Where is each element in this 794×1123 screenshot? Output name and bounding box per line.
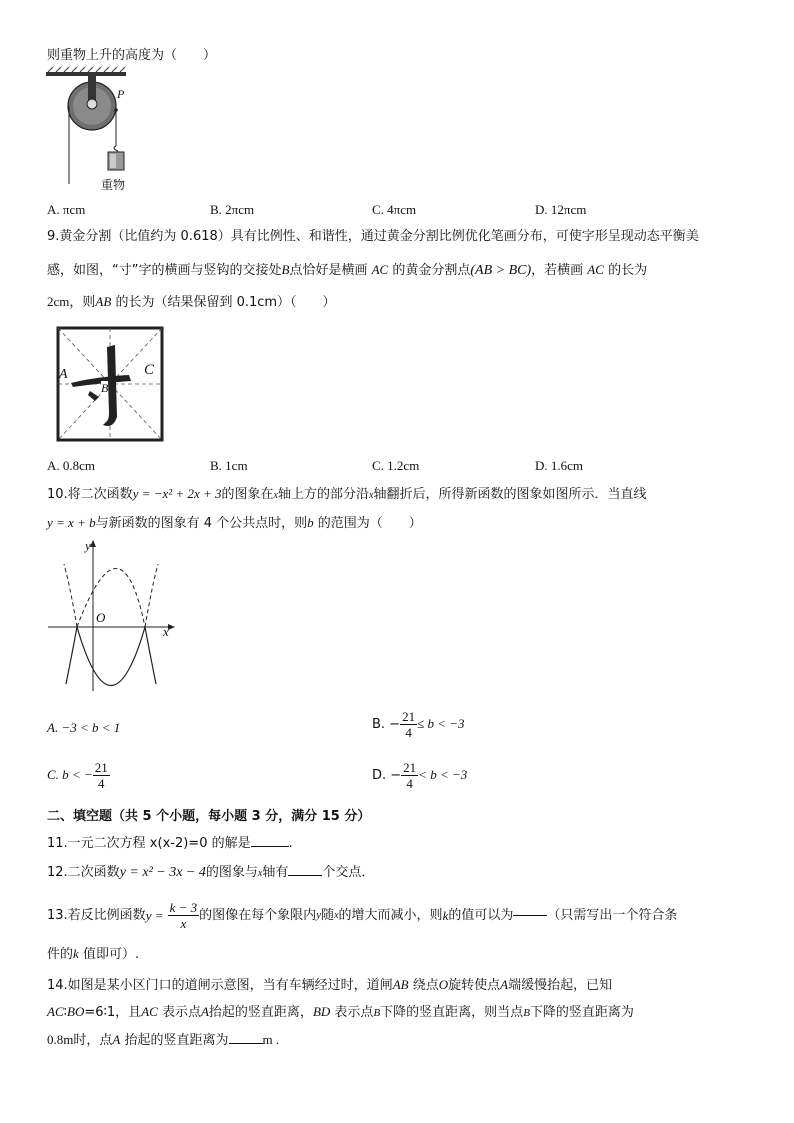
q8-option-b[interactable]: B. 2πcm — [210, 202, 255, 217]
q9-stem-line3: 2cm，则AB 的长为（结果保留到 0.1cm）（ ） — [47, 294, 336, 310]
q10-option-c[interactable]: C. b < − $\frac{21}{4}$ — [47, 760, 108, 791]
label-a: A — [59, 367, 68, 382]
label-b: B — [101, 381, 109, 395]
q12-answer-blank[interactable] — [288, 875, 322, 876]
label-weight: 重物 — [101, 178, 126, 192]
q9-option-b[interactable]: B. 1cm — [210, 458, 248, 473]
q10-option-d[interactable]: D. − $\frac{21}{4}$ < b < −3 — [372, 760, 468, 791]
q9-stem-line2: 感，如图，“寸”字的横画与竖钩的交接处B点恰好是横画 AC 的黄金分割点(AB > BC)，若横画 AC 的长为 — [47, 262, 648, 278]
character-cun-figure — [55, 325, 165, 443]
pulley-figure — [44, 66, 154, 194]
q10-option-a[interactable]: A. −3 < b < 1 — [47, 720, 121, 735]
q13-answer-blank[interactable] — [513, 915, 547, 916]
section-title: 二、填空题（共 5 个小题，每小题 3 分，满分 15 分） — [47, 809, 371, 824]
q9-option-d[interactable]: D. 1.6cm — [535, 458, 584, 473]
q12-stem: 12.二次函数y = x² − 3x − 4的图象与x轴有 个交点． — [47, 865, 375, 880]
q10-option-b[interactable]: B. − $\frac{21}{4}$ ≤ b < −3 — [372, 709, 465, 740]
label-c: C — [144, 362, 155, 378]
label-p: P — [117, 87, 125, 101]
q14-answer-blank[interactable] — [229, 1043, 263, 1044]
q8-stem-tail: 则重物上升的高度为（ ） — [47, 48, 217, 63]
q13-stem: 13.若反比例函数y = $\frac{k - 3}{x}$ 的图像在每个象限内y随x的增大而减小，则k的值可以为 （只需写出一个符合条 — [47, 900, 678, 931]
q13-stem-line2: 件的k 值即可）. — [47, 946, 140, 962]
q14-stem-line3: 0.8m时，点A 抬起的竖直距离为 m . — [47, 1032, 280, 1048]
q8-option-a[interactable]: A. πcm — [47, 202, 86, 217]
parabola-graph-figure — [44, 536, 179, 696]
q11-stem: 11.一元二次方程 x(x-2)=0 的解是 . — [47, 836, 293, 851]
q10-stem-line1: 10.将二次函数y = −x² + 2x + 3的图象在x轴上方的部分沿x轴翻折后，所得新函数的图象如图所示．当直线 — [47, 486, 647, 502]
label-y: y — [85, 538, 91, 553]
q9-option-a[interactable]: A. 0.8cm — [47, 458, 96, 473]
q8-option-c[interactable]: C. 4πcm — [372, 202, 417, 217]
label-x: x — [163, 624, 169, 639]
q9-stem-line1: 9.黄金分割（比值约为 0.618）具有比例性、和谐性，通过黄金分割比例优化笔画分布，可使字形呈现动态平衡美 — [47, 229, 699, 244]
q8-option-d[interactable]: D. 12πcm — [535, 202, 587, 217]
q11-answer-blank[interactable] — [251, 846, 289, 847]
q9-option-c[interactable]: C. 1.2cm — [372, 458, 420, 473]
label-o: O — [96, 610, 106, 625]
q14-stem-line1: 14.如图是某小区门口的道闸示意图，当有车辆经过时，道闸AB 绕点O旋转使点A端缓慢抬起，已知 — [47, 977, 613, 993]
q14-stem-line2: AC∶BO=6∶1，且AC 表示点A抬起的竖直距离，BD 表示点B下降的竖直距离，则当点B下降的竖直距离为 — [47, 1004, 634, 1020]
q10-stem-line2: y = x + b与新函数的图象有 4 个公共点时，则b 的范围为（ ） — [47, 515, 422, 531]
